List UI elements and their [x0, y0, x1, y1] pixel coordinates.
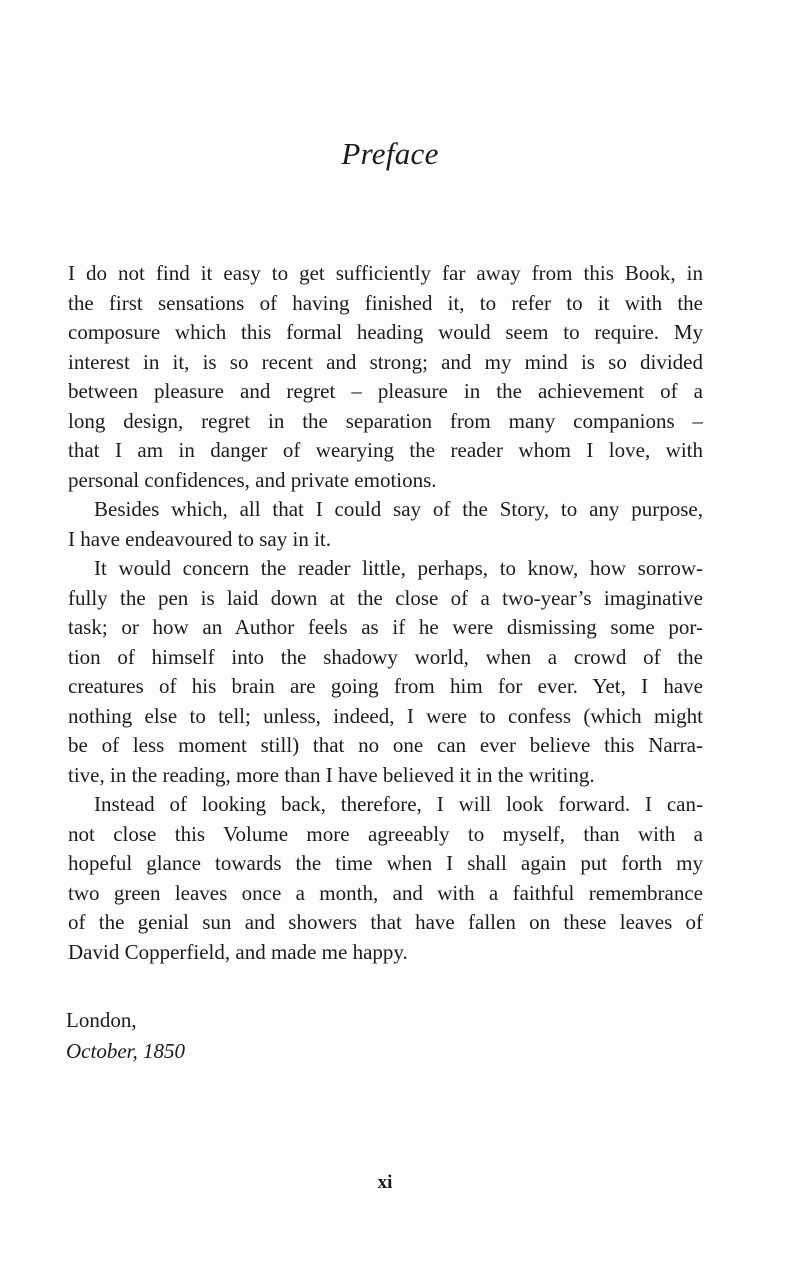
text-line: long design, regret in the separation from many companions – — [68, 408, 703, 433]
text-line: be of less moment still) that no one can ever believe this Narra- — [68, 733, 703, 757]
preface-body — [68, 259, 703, 967]
signoff — [66, 1005, 185, 1067]
text-line: David Copperfield, and made me happy. — [68, 939, 408, 964]
text-line: fully the pen is laid down at the close of a two-year’s imaginative — [68, 585, 703, 610]
text-line: tion of himself into the shadowy world, when a crowd of the — [68, 644, 703, 669]
page-number: xi — [377, 1172, 393, 1193]
text-line: personal confidences, and private emotions. — [68, 467, 437, 492]
text-line: It would concern the reader little, perhaps, to know, how sorrow- — [94, 556, 703, 580]
signoff-date: October, 1850 — [66, 1039, 185, 1063]
text-line: composure which this formal heading would seem to require. My — [68, 320, 703, 344]
text-line: of the genial sun and showers that have fallen on these leaves of — [68, 910, 703, 934]
text-line: interest in it, is so recent and strong; and my mind is so divided — [68, 349, 703, 374]
text-line: not close this Volume more agreeably to myself, than with a — [68, 821, 703, 846]
page-title: Preface — [341, 136, 439, 171]
text-line: the first sensations of having finished it, to refer to it with the — [68, 290, 703, 315]
signoff-place: London, — [66, 1008, 137, 1032]
text-line: two green leaves once a month, and with a faithful remembrance — [68, 880, 703, 905]
text-line: I do not find it easy to get sufficiently far away from this Book, in — [68, 261, 703, 285]
text-line: nothing else to tell; unless, indeed, I were to confess (which might — [68, 703, 703, 728]
text-line: Besides which, all that I could say of the Story, to any purpose, — [94, 497, 703, 521]
text-line: that I am in danger of wearying the reader whom I love, with — [68, 438, 703, 462]
text-line: tive, in the reading, more than I have believed it in the writing. — [68, 762, 595, 787]
text-line: task; or how an Author feels as if he were dismissing some por- — [68, 615, 703, 639]
text-line: between pleasure and regret – pleasure in the achievement of a — [68, 379, 703, 403]
text-line: hopeful glance towards the time when I shall again put forth my — [68, 851, 703, 875]
text-line: creatures of his brain are going from him for ever. Yet, I have — [68, 674, 703, 698]
text-line: I have endeavoured to say in it. — [68, 526, 331, 551]
text-line: Instead of looking back, therefore, I will look forward. I can- — [94, 792, 703, 816]
